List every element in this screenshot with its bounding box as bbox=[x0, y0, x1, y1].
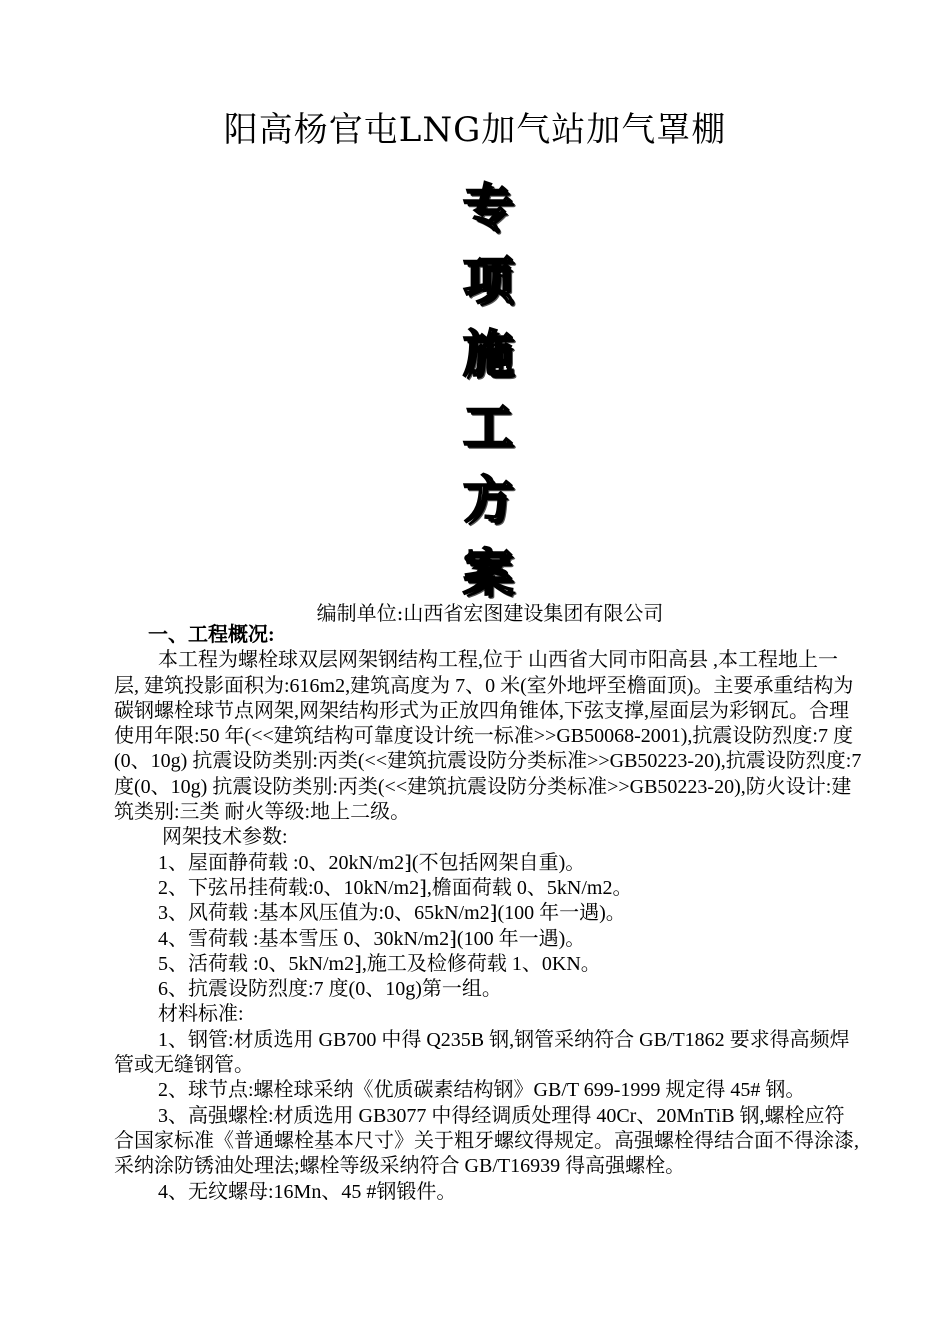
tech-param-item: 3、风荷载 :基本风压值为:0、65kN/m2⁆(100 年一遇)。 bbox=[158, 902, 626, 925]
tech-param-item: 1、屋面静荷载 :0、20kN/m2⁆(不包括网架自重)。 bbox=[158, 851, 586, 874]
materials-heading: 材料标准: bbox=[158, 1003, 244, 1026]
big-title-char: 工 bbox=[463, 398, 513, 456]
tech-param-item: 4、雪荷载 :基本雪压 0、30kN/m2⁆(100 年一遇)。 bbox=[158, 927, 586, 950]
material-item: 1、钢管:材质选用 GB700 中得 Q235B 钢,钢管采纳符合 GB/T1862 要求得高频焊管或无缝钢管。 bbox=[114, 1028, 850, 1077]
tech-param-item: 5、活荷载 :0、5kN/m2⁆,施工及检修荷载 1、0KN。 bbox=[158, 952, 601, 975]
tech-params-heading: 网架技术参数: bbox=[162, 826, 288, 849]
big-title-char: 项 bbox=[463, 252, 513, 310]
big-title-char: 专 bbox=[463, 179, 513, 237]
document-title: 阳高杨官屯LNG加气站加气罩棚 bbox=[223, 110, 727, 150]
compiling-unit: 编制单位:山西省宏图建设集团有限公司 bbox=[316, 601, 664, 625]
big-title-char: 方 bbox=[463, 471, 513, 529]
document-body bbox=[114, 623, 862, 1205]
material-item: 3、高强螺栓:材质选用 GB3077 中得经调质处理得 40Cr、20MnTiB 钢,螺栓应符合国家标准《普通螺栓基本尺寸》关于粗牙螺纹得规定。高强螺栓得结合面不得涂漆,采纳涂防锈油处理法;螺栓等级采纳符合 GB/T16939 得高强螺栓。 bbox=[114, 1104, 859, 1178]
section-heading: 一、工程概况: bbox=[148, 624, 275, 646]
material-item: 4、无纹螺母:16Mn、45 #钢锻件。 bbox=[158, 1180, 457, 1203]
overview-paragraph: 本工程为螺栓球双层网架钢结构工程,位于 山西省大同市阳高县 ,本工程地上一层, 建筑投影面积为:616m2,建筑高度为 7、0 米(室外地坪至檐面顶)。主要承重结构为碳钢螺栓球节点网架,网架结构形式为正放四角锥体,下弦支撑,屋面层为彩钢瓦。合理使用年限:50 年(<<建筑结构可靠度设计统一标准>>GB50068-2001),抗震设防烈度:7 度(0、10g) 抗震设防类别:丙类(<<建筑抗震设防分类标准>>GB50223-20),抗震设防烈度:7 度(0、10g) 抗震设防类别:丙类(<<建筑抗震设防分类标准>>GB50223-20),防火设计:建筑类别:三类 耐火等级:地上二级。 bbox=[114, 649, 862, 824]
big-title-char: 案 bbox=[463, 544, 513, 602]
big-title-char: 施 bbox=[463, 325, 513, 383]
tech-param-item: 6、抗震设防烈度:7 度(0、10g)第一组。 bbox=[158, 978, 502, 1001]
tech-param-item: 2、下弦吊挂荷载:0、10kN/m2⁆,檐面荷载 0、5kN/m2。 bbox=[158, 876, 633, 899]
material-item: 2、球节点:螺栓球采纳《优质碳素结构钢》GB/T 699-1999 规定得 45# 钢。 bbox=[158, 1079, 806, 1102]
